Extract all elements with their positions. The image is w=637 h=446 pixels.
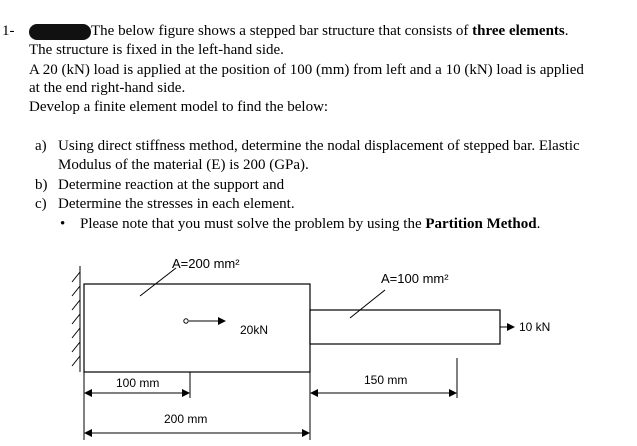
partition-method-note: Please note that you must solve the problem by using the Partition Method.	[80, 216, 541, 232]
dim-200mm-label: 200 mm	[164, 412, 208, 426]
intro-line-5: Develop a finite element model to find the below:	[29, 99, 329, 115]
part-b-marker: b)	[35, 177, 48, 193]
part-c-line-1: Determine the stresses in each element.	[58, 196, 295, 212]
part-b-line-1: Determine reaction at the support and	[58, 177, 285, 193]
intro-line-2: The structure is fixed in the left-hand side.	[29, 42, 284, 58]
load-20kn-label: 20kN	[240, 323, 269, 337]
fixed-support-hatch	[72, 266, 80, 372]
intro-line-3: A 20 (kN) load is applied at the position of 100 (mm) from left and a 10 (kN) load is applied	[29, 62, 584, 78]
bar-element-small	[310, 310, 500, 344]
intro-line-1: The below figure shows a stepped bar structure that consists of three elements.	[91, 23, 569, 39]
load-10kn-label: 10 kN	[519, 320, 551, 334]
dim-150mm-label: 150 mm	[364, 373, 408, 387]
intro-line-4: at the end right-hand side.	[29, 80, 186, 96]
area-right-label: A=100 mm²	[381, 271, 449, 286]
bar-element-large	[84, 284, 310, 372]
bullet-icon: •	[60, 216, 66, 232]
part-a-line-1: Using direct stiffness method, determine the nodal displacement of stepped bar. Elastic	[58, 138, 580, 154]
part-c-marker: c)	[35, 196, 47, 212]
part-a-marker: a)	[35, 138, 47, 154]
part-a-line-2: Modulus of the material (E) is 200 (GPa).	[58, 157, 309, 173]
question-number: 1-	[2, 23, 15, 39]
area-left-label: A=200 mm²	[172, 256, 240, 271]
dim-100mm-label: 100 mm	[116, 376, 160, 390]
